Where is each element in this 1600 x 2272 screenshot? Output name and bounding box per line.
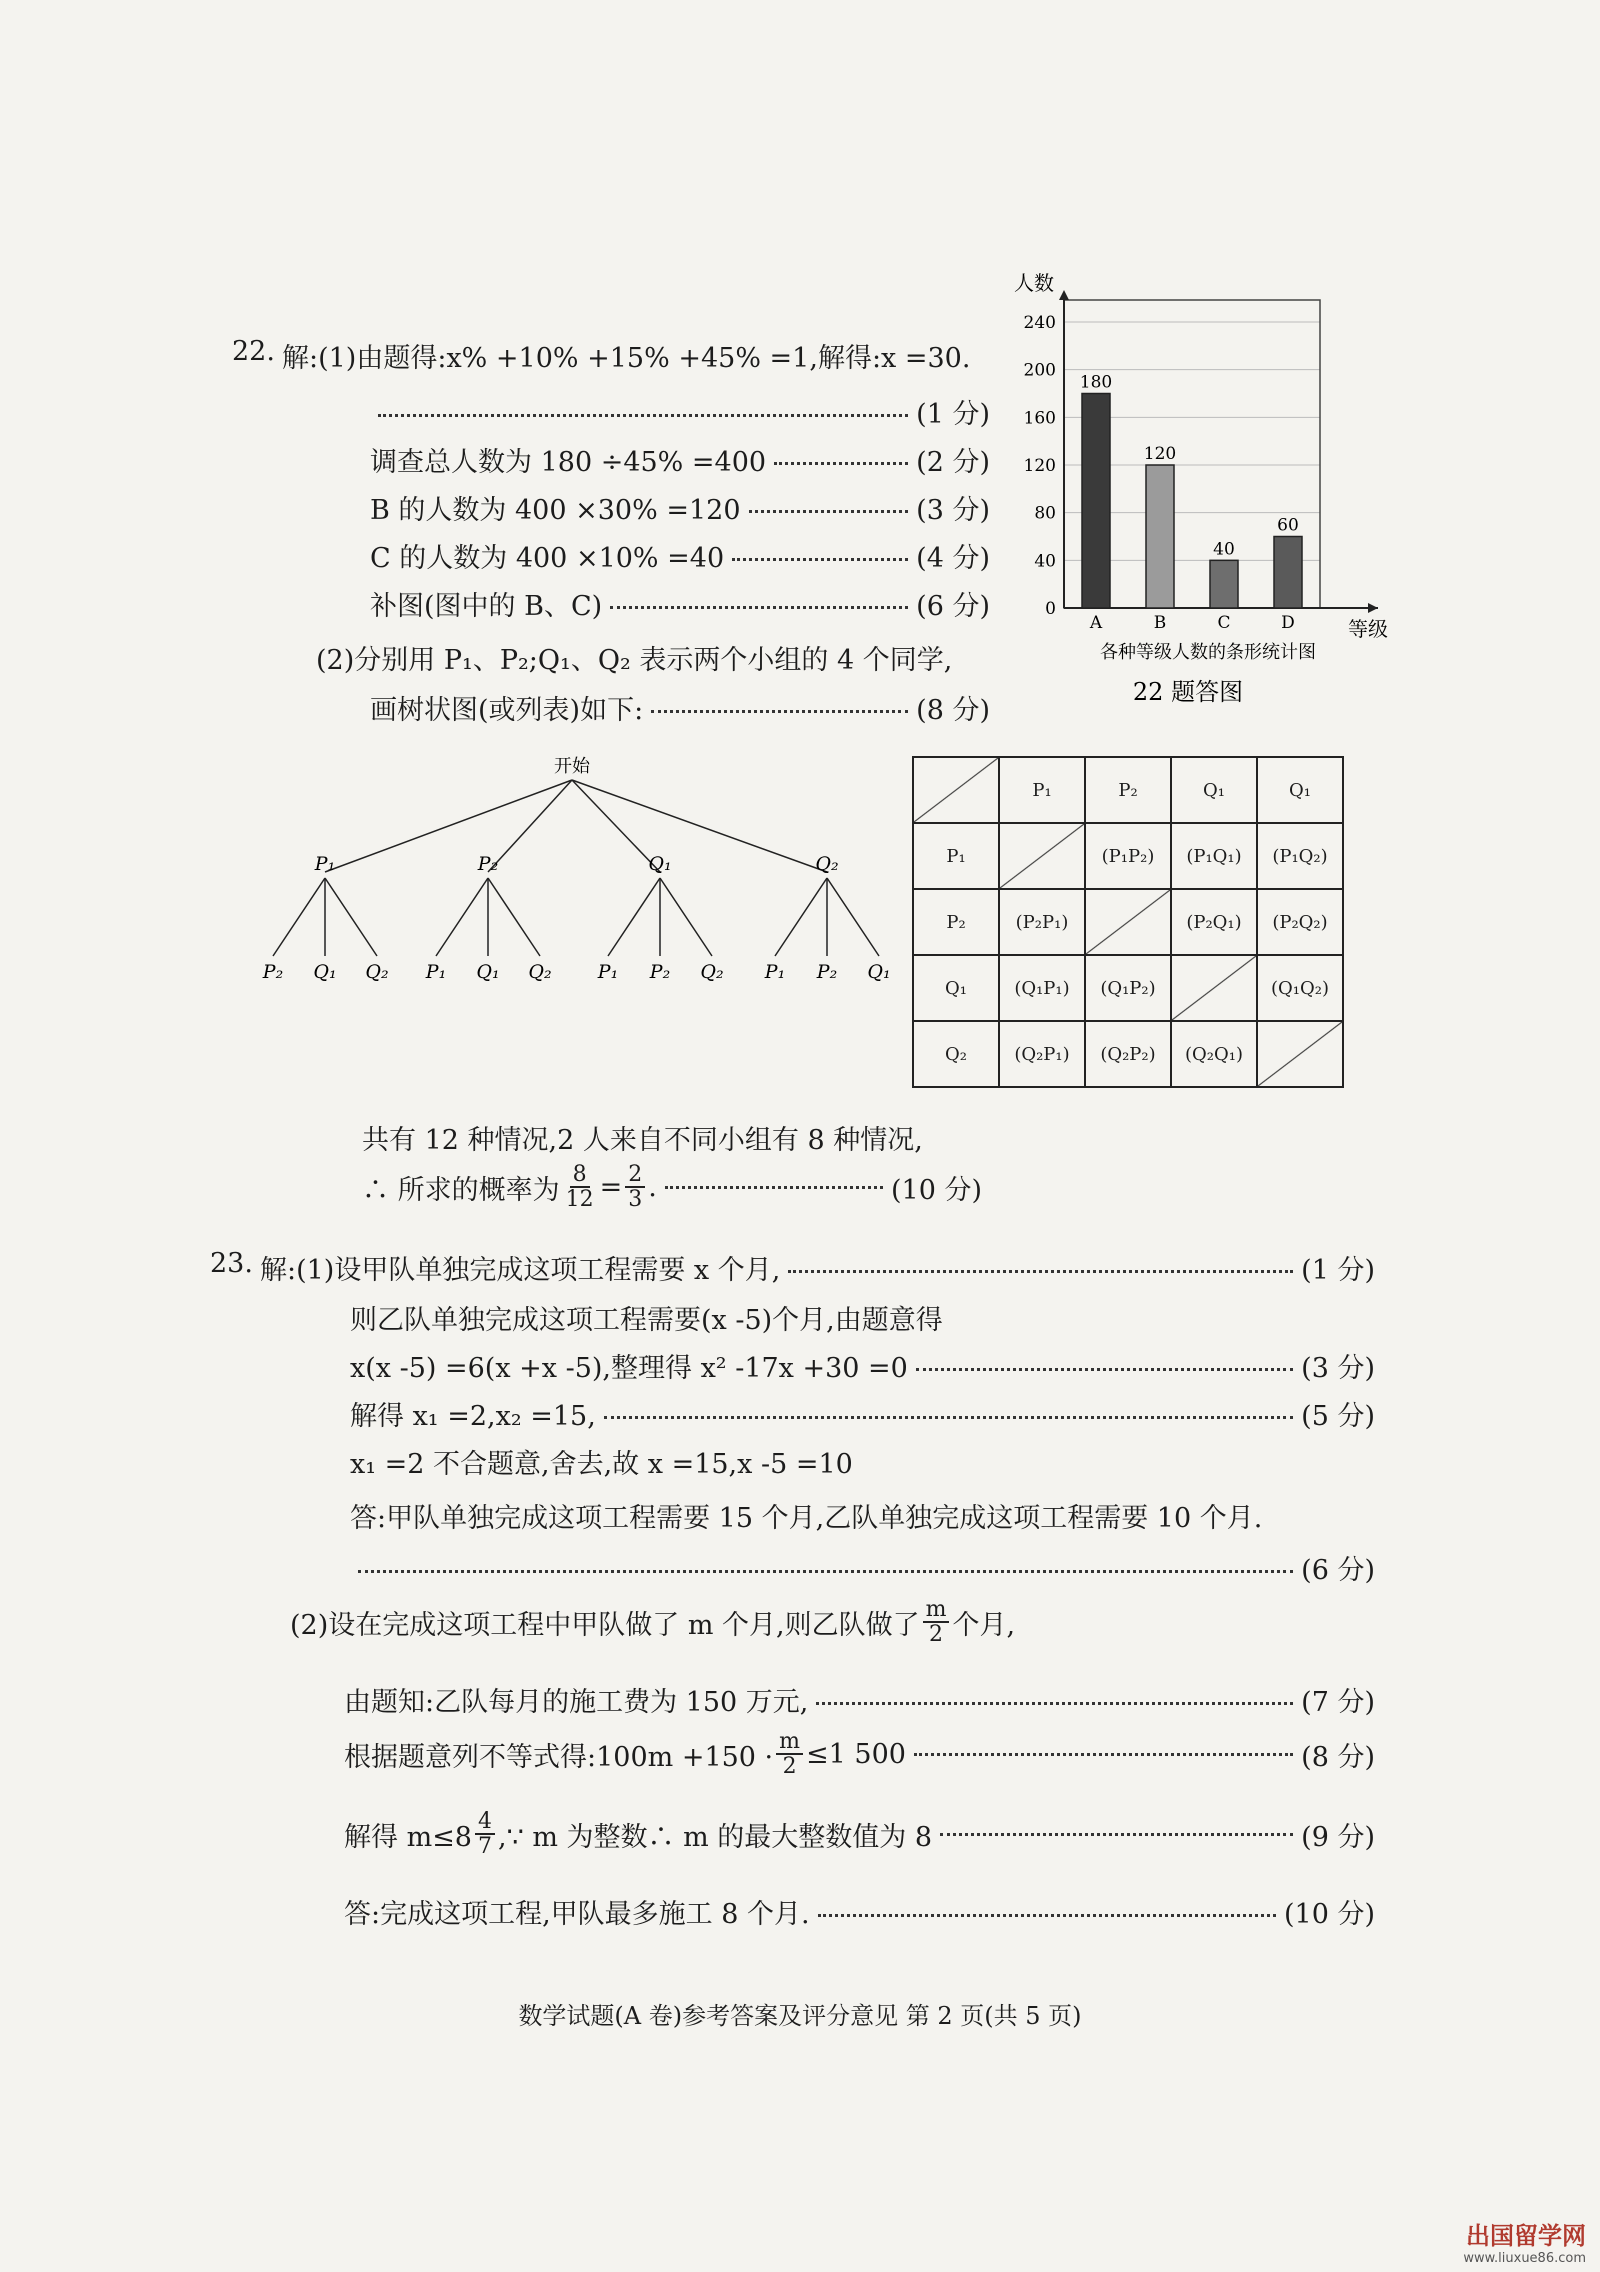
numerator: 8 <box>570 1163 590 1188</box>
table-column-header: Q₁ <box>1171 757 1257 823</box>
y-tick-label: 40 <box>1034 551 1056 572</box>
x-axis-arrow-icon <box>1368 603 1378 613</box>
table-diagonal-cell <box>1171 955 1257 1021</box>
table-diagonal-cell <box>1257 1021 1343 1087</box>
q23-part2 <box>290 1598 1015 1646</box>
table-column-header: P₁ <box>999 757 1085 823</box>
line-text: C 的人数为 400 ×10% =40 <box>370 543 725 574</box>
tree-node-level2: P₁ <box>764 961 786 983</box>
bar-A <box>1082 394 1110 609</box>
leader-dots <box>788 1270 1293 1273</box>
q22-part2-b <box>370 688 990 727</box>
leader-dots <box>749 510 909 513</box>
x-tick-label-A: A <box>1089 613 1103 633</box>
table-row <box>913 889 1343 955</box>
data-label-C: 40 <box>1213 539 1235 560</box>
line-text: 解得 x₁ =2,x₂ =15, <box>350 1401 596 1432</box>
bar-B <box>1146 465 1174 608</box>
bar-C <box>1210 560 1238 608</box>
table-column-header: Q₁ <box>1257 757 1343 823</box>
line-text: 解得 m≤8 <box>344 1821 472 1853</box>
data-label-A: 180 <box>1079 372 1113 393</box>
table-cell: (P₂P₁) <box>999 889 1085 955</box>
y-tick-label: 200 <box>1023 360 1056 381</box>
tree-node-level2: Q₂ <box>528 961 552 983</box>
tree-node-level1: P₁ <box>314 853 336 875</box>
table-cell: (P₂Q₁) <box>1171 889 1257 955</box>
score-label: (9 分) <box>1301 1821 1375 1853</box>
fraction <box>625 1163 645 1211</box>
bar-chart <box>1000 260 1410 720</box>
tree-node-level2: Q₁ <box>313 961 337 983</box>
y-tick-label: 240 <box>1023 313 1056 333</box>
tree-branch <box>775 878 827 956</box>
y-tick-label: 160 <box>1023 408 1056 429</box>
watermark-title: 出国留学网 <box>1466 2222 1586 2250</box>
line-text: 答:完成这项工程,甲队最多施工 8 个月. <box>344 1899 810 1930</box>
q23-row-1 <box>260 1248 1375 1287</box>
score-label: (4 分) <box>916 543 990 574</box>
fraction <box>776 1730 803 1778</box>
data-label-B: 120 <box>1143 444 1177 464</box>
y-tick-label: 80 <box>1034 503 1056 524</box>
table-row <box>913 1021 1343 1087</box>
score-label: (8 分) <box>1301 1741 1375 1773</box>
x-tick-label-D: D <box>1281 613 1295 633</box>
leader-dots <box>914 1753 1293 1756</box>
tree-branch <box>572 780 827 872</box>
q22-row-c <box>370 536 990 575</box>
q23-row-11 <box>344 1892 1375 1931</box>
y-tick-label: 0 <box>1045 599 1056 619</box>
q23-row-4 <box>350 1394 1375 1433</box>
tree-node-level1: P₂ <box>477 853 499 875</box>
line-text: 解:(1)设甲队单独完成这项工程需要 x 个月, <box>260 1255 781 1286</box>
tree-branch <box>325 878 377 956</box>
table-diagonal-cell <box>999 823 1085 889</box>
tree-branch <box>325 780 572 872</box>
y-axis-arrow-icon <box>1059 290 1069 300</box>
tree-node-level2: Q₁ <box>476 961 500 983</box>
leader-dots <box>651 710 908 713</box>
table-row-header: Q₂ <box>913 1021 999 1087</box>
line-text: x(x -5) =6(x +x -5),整理得 x² -17x +30 =0 <box>350 1353 908 1384</box>
chart-ylabel: 人数 <box>1014 271 1054 295</box>
q23-number: 23. <box>210 1248 253 1279</box>
table-row-header: Q₁ <box>913 955 999 1021</box>
score-label: (6 分) <box>1301 1555 1375 1586</box>
table-cell: (P₁P₂) <box>1085 823 1171 889</box>
q23-row-2: 则乙队单独完成这项工程需要(x -5)个月,由题意得 <box>350 1305 943 1336</box>
tree-branch <box>436 878 488 956</box>
tree-node-level2: P₂ <box>816 961 838 983</box>
score-label: (6 分) <box>916 591 990 622</box>
denominator: 12 <box>565 1187 594 1213</box>
table-corner-cell <box>913 757 999 823</box>
line-text: ∴ 所求的概率为 <box>362 1174 560 1206</box>
score-label: (7 分) <box>1301 1687 1375 1718</box>
line-text: ,∵ m 为整数∴ m 的最大整数值为 8 <box>498 1821 933 1853</box>
score-label: (1 分) <box>916 399 990 430</box>
table-row <box>913 955 1343 1021</box>
tree-node-level1: Q₁ <box>648 853 672 875</box>
leader-dots <box>358 1570 1293 1573</box>
table-header-row <box>913 757 1343 823</box>
tree-branch <box>488 878 540 956</box>
pair-table <box>912 756 1344 1088</box>
table-cell: (P₂Q₂) <box>1257 889 1343 955</box>
x-tick-label-C: C <box>1217 613 1231 633</box>
line-text: ≤1 500 <box>806 1738 906 1770</box>
numerator: 2 <box>625 1163 645 1188</box>
table-row-header: P₂ <box>913 889 999 955</box>
line-text: . <box>648 1171 657 1203</box>
tree-node-level2: P₂ <box>262 961 284 983</box>
chart-xlabel: 等级 <box>1348 617 1388 641</box>
leader-dots <box>774 462 908 465</box>
tree-node-level2: P₂ <box>649 961 671 983</box>
data-label-D: 60 <box>1277 515 1299 536</box>
equals-sign: = <box>599 1171 623 1203</box>
line-text: 补图(图中的 B、C) <box>370 591 603 622</box>
line-text: 调查总人数为 180 ÷45% =400 <box>370 447 767 478</box>
score-label: (3 分) <box>916 495 990 526</box>
bar-D <box>1274 537 1302 609</box>
tree-branch <box>572 780 660 872</box>
q23-row-6: 答:甲队单独完成这项工程需要 15 个月,乙队单独完成这项工程需要 10 个月. <box>350 1503 1263 1534</box>
table-cell: (P₁Q₂) <box>1257 823 1343 889</box>
numerator: 4 <box>475 1810 495 1835</box>
q23-row-9 <box>344 1730 1375 1778</box>
q23-row-5: x₁ =2 不合题意,舍去,故 x =15,x -5 =10 <box>350 1449 853 1480</box>
table-row <box>913 823 1343 889</box>
q22-row-fill <box>370 584 990 623</box>
tree-node-level2: P₁ <box>425 961 447 983</box>
tree-root: 开始 <box>554 756 590 777</box>
leader-dots <box>610 606 908 609</box>
score-label: (3 分) <box>1301 1353 1375 1384</box>
tree-node-level2: Q₁ <box>867 961 891 983</box>
leader-dots <box>818 1914 1276 1917</box>
tree-node-level1: Q₂ <box>815 853 839 875</box>
numerator: m <box>776 1730 803 1755</box>
table-row-header: P₁ <box>913 823 999 889</box>
table-cell: (Q₁P₁) <box>999 955 1085 1021</box>
tree-diagram <box>235 750 905 1000</box>
y-tick-label: 120 <box>1023 456 1056 476</box>
table-cell: (Q₂Q₁) <box>1171 1021 1257 1087</box>
leader-dots <box>604 1416 1293 1419</box>
q22-header: 解:(1)由题得:x% +10% +15% +45% =1,解得:x =30. <box>282 343 971 374</box>
leader-dots <box>378 414 908 417</box>
tree-branch <box>273 878 325 956</box>
leader-dots <box>665 1186 883 1189</box>
tree-branch <box>608 878 660 956</box>
denominator: 3 <box>628 1187 643 1213</box>
leader-dots <box>940 1833 1293 1836</box>
line-text: 由题知:乙队每月的施工费为 150 万元, <box>344 1687 809 1718</box>
q23-row-10 <box>344 1810 1375 1858</box>
watermark-url: www.liuxue86.com <box>1463 2251 1586 2266</box>
line-text: (2)设在完成这项工程中甲队做了 m 个月,则乙队做了 <box>290 1609 920 1641</box>
fraction <box>475 1810 495 1858</box>
table-cell: (Q₂P₂) <box>1085 1021 1171 1087</box>
line-text: 根据题意列不等式得:100m +150 · <box>344 1741 774 1773</box>
q23-row-3 <box>350 1346 1375 1385</box>
tree-node-level2: Q₂ <box>365 961 389 983</box>
table-cell: (Q₁P₂) <box>1085 955 1171 1021</box>
table-cell: (Q₁Q₂) <box>1257 955 1343 1021</box>
q22-row-total <box>370 440 990 479</box>
fraction <box>923 1598 950 1646</box>
table-cell: (Q₂P₁) <box>999 1021 1085 1087</box>
q23-row-8 <box>344 1680 1375 1719</box>
q22-count: 共有 12 种情况,2 人来自不同小组有 8 种情况, <box>362 1125 923 1156</box>
line-text: 画树状图(或列表)如下: <box>370 695 644 726</box>
leader-dots <box>732 558 908 561</box>
score-label: (8 分) <box>916 695 990 726</box>
table-diagonal-cell <box>1085 889 1171 955</box>
numerator: m <box>923 1598 950 1623</box>
score-label: (10 分) <box>1283 1899 1375 1930</box>
q22-row-b <box>370 488 990 527</box>
q22-prob-row <box>362 1163 982 1211</box>
leader-dots <box>916 1368 1293 1371</box>
denominator: 2 <box>782 1754 797 1780</box>
score-label: (1 分) <box>1301 1255 1375 1286</box>
denominator: 7 <box>478 1834 492 1860</box>
q22-score-row-1 <box>370 392 990 431</box>
chart-caption: 22 题答图 <box>1132 678 1244 706</box>
fraction <box>563 1163 597 1211</box>
page-footer: 数学试题(A 卷)参考答案及评分意见 第 2 页(共 5 页) <box>518 2002 1082 2030</box>
leader-dots <box>816 1702 1293 1705</box>
line-text: B 的人数为 400 ×30% =120 <box>370 495 741 526</box>
table-cell: (P₁Q₁) <box>1171 823 1257 889</box>
line-text: 个月, <box>952 1609 1016 1641</box>
q22-number: 22. <box>232 336 275 367</box>
chart-title: 各种等级人数的条形统计图 <box>1100 642 1316 663</box>
tree-branch <box>488 780 572 872</box>
tree-branch <box>660 878 712 956</box>
q22-part2-a: (2)分别用 P₁、P₂;Q₁、Q₂ 表示两个小组的 4 个同学, <box>316 645 953 676</box>
watermark <box>1463 2216 1586 2266</box>
tree-node-level2: Q₂ <box>700 961 724 983</box>
tree-node-level2: P₁ <box>597 961 619 983</box>
score-label: (10 分) <box>890 1174 982 1206</box>
x-tick-label-B: B <box>1153 613 1167 633</box>
tree-branch <box>827 878 879 956</box>
score-label: (2 分) <box>916 447 990 478</box>
q23-row-6-score <box>350 1548 1375 1587</box>
denominator: 2 <box>929 1622 944 1648</box>
table-column-header: P₂ <box>1085 757 1171 823</box>
score-label: (5 分) <box>1301 1401 1375 1432</box>
